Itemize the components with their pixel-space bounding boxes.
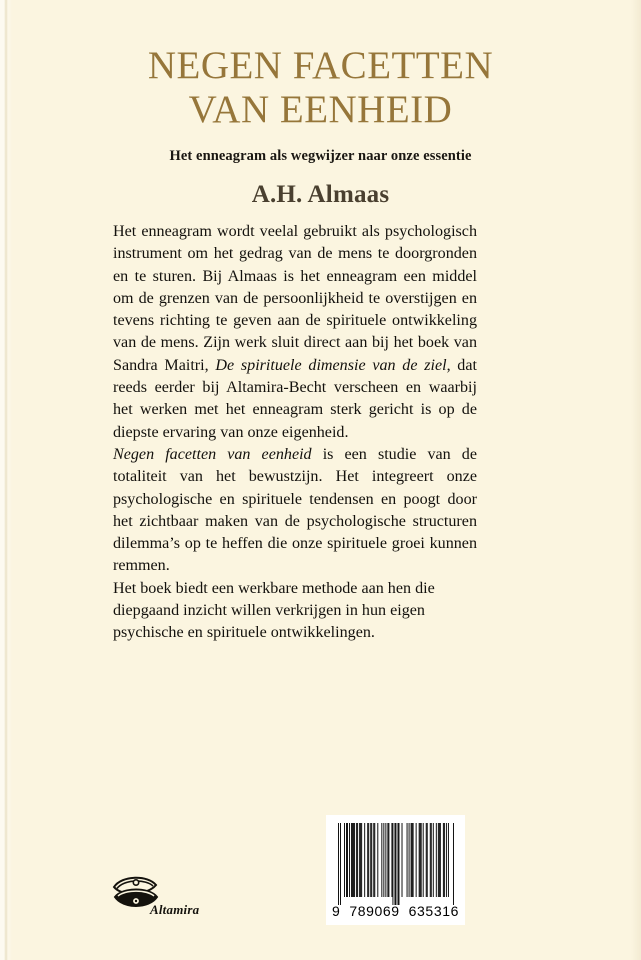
isbn-barcode [326, 815, 465, 925]
blurb-paragraph [113, 221, 477, 444]
blurb-paragraph [113, 444, 477, 578]
subtitle: Het enneagram als wegwijzer naar onze essentie [169, 148, 472, 164]
title-block [0, 44, 641, 209]
title-line-1: NEGEN FACETTEN [147, 44, 494, 87]
isbn-digits: 9 789069 635316 [332, 903, 459, 919]
publisher-block [104, 868, 234, 928]
blurb-run: Het boek biedt een werkbare methode aan hen die diepgaand inzicht willen verkrijgen in hun eigen psychische en spirituele ontwikkelingen. [113, 579, 435, 642]
author-name: A.H. Almaas [251, 181, 390, 208]
blurb-title-emphasis: De spirituele dimensie van de ziel [215, 356, 447, 374]
publisher-name: Altamira [150, 902, 200, 917]
blurb-run: Het enneagram wordt veelal gebruikt als psychologisch instrument om het gedrag van de mens te doorgronden en te sturen. Bij Almaas is het enneagram een middel om de grenzen van de persoonlijkheid te overstijgen en tevens richting te geven aan de spirituele ontwikkeling van de mens. Zijn werk sluit direct aan bij het boek van Sandra Maitri, [113, 223, 477, 374]
blurb-run: is een studie van de totaliteit van het bewustzijn. Het integreert onze psychologische en spirituele tendensen en poogt door het zichtbaar maken van de psychologische structuren dilemma’s op te heffen die onze spirituele groei kunnen remmen. [113, 445, 477, 575]
title-line-2: VAN EENHEID [188, 88, 453, 131]
blurb-run: , dat reeds eerder bij Altamira-Becht verscheen en waarbij het werken met het enneagram sterk gericht is op de diepste ervaring van onze eigenheid. [113, 356, 477, 441]
page-title [0, 44, 641, 132]
blurb-paragraph [113, 578, 477, 645]
blurb-title-emphasis: Negen facetten van eenheid [113, 445, 312, 463]
blurb-text [113, 221, 477, 645]
barcode-bars [338, 823, 454, 905]
